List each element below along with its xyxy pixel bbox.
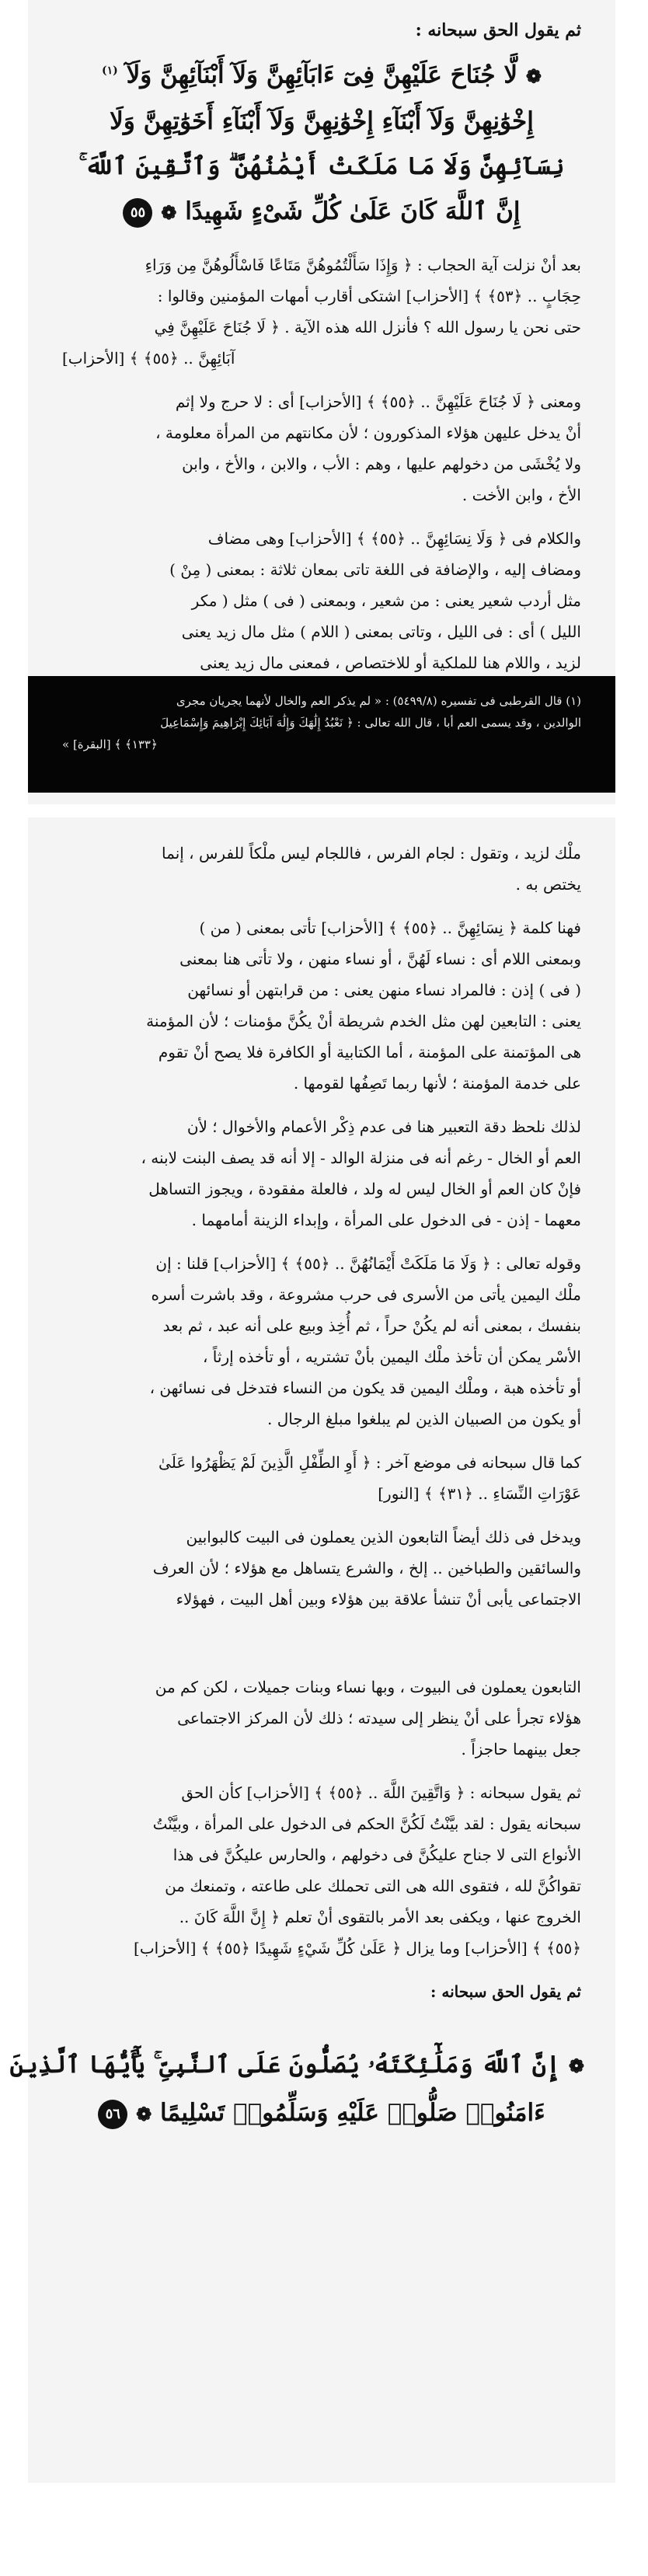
verse-ornament-icon: ❁	[525, 64, 542, 88]
text-line: التابعون يعملون فى البيوت ، وبها نساء وبنات جميلات ، لكن كم من	[155, 1678, 581, 1696]
text-line: ويدخل فى ذلك أيضاً التابعون الذين يعملون فى البيت كالبوابين	[186, 1528, 581, 1546]
text-line: حِجَابٍ .. ﴿٥٣﴾ ﴾ [الأحزاب] اشتكى أقارب أمهات المؤمنين وقالوا :	[157, 287, 581, 306]
verse-line: إِنَّ ٱللَّهَ وَمَلَٰٓئِكَتَهُۥ يُصَلُّونَ عَلَى ٱلنَّبِىِّ ۚ يَٰٓأَيُّهَا ٱلَّذِينَ	[9, 2051, 561, 2079]
text-line: ملْك لزيد ، وتقول : لجام الفرس ، فاللجام ليس ملْكاً للفرس ، إنما	[162, 844, 581, 863]
text-line: لزيد ، واللام هنا للملكية أو للاختصاص ، فمعنى مال زيد يعنى	[200, 654, 581, 673]
text-line: الأسْر يمكن أن تأخذ ملْك اليمين بأنْ تشتريه ، أو تأخذه إرثاً ،	[202, 1347, 581, 1366]
text-line: سبحانه يقول : لقد بيَّنْتُ لَكُنَّ الحكم فى الدخول على المرأة ، وبيَّنْتُ	[152, 1814, 581, 1833]
paragraph	[62, 1671, 581, 1765]
text-line: ملْك اليمين يأتى من الأسرى فى حرب مشروعة ، وقد باشرت أسره	[151, 1285, 581, 1304]
text-line: وبمعنى اللام أى : نساء لَهُنَّ ، أو نساء منهن ، ولا تأتى هنا بمعنى	[179, 950, 581, 968]
text-line: بنفسك ، بمعنى أنه لم يكُنْ حراً ، ثم أُخِذ وبيع على أنه عبد ، ثم بعد	[162, 1316, 581, 1335]
paragraph	[62, 1777, 581, 1964]
text-line: بعد أنْ نزلت آية الحجاب : ﴿ وَإِذَا سَأَلْتُمُوهُنَّ مَتَاعًا فَاسْأَلُوهُنَّ مِن وَرَاءِ	[145, 256, 581, 275]
ayah-number-badge: ٥٥	[123, 198, 152, 228]
text-line: ثم يقول سبحانه : ﴿ وَاتَّقِينَ اللَّهَ .. ﴿٥٥﴾ ﴾ [الأحزاب] كأن الحق	[181, 1783, 581, 1802]
text-line: حتى نحن يا رسول الله ؟ فأنزل الله هذه الآية . ﴿ لَا جُنَاحَ عَلَيْهِنَّ فِي	[154, 318, 581, 337]
paragraph	[62, 1447, 581, 1509]
text-line: فإنْ كان العم أو الخال ليس له ولد ، فالعلة مفقودة ، ويجوز التساهل	[148, 1180, 581, 1198]
paragraph	[62, 249, 581, 374]
text-line: على خدمة المؤمنة ؛ لأنها ربما تَصِفُها لقومها .	[293, 1074, 581, 1093]
text-line: أو تأخذه هبة ، وملْك اليمين قد يكون من النساء فتدخل فى نسائهن ،	[149, 1379, 581, 1397]
text-line: لذلك نلحظ دقة التعبير هنا فى عدم ذِكْر الأعمام والأخوال ؛ لأن	[186, 1117, 581, 1136]
text-line: والكلام فى ﴿ وَلَا نِسَائِهِنَّ .. ﴿٥٥﴾ ﴾ [الأحزاب] وهى مضاف	[207, 529, 581, 549]
text-line: ( فى ) إذن : فالمراد نساء منهن يعنى : من قرابتهن أو نسائهن	[187, 981, 581, 999]
text-line: هى المؤتمنة على المؤمنة ، أما الكتابية أو الكافرة فلا يصح أنْ تقوم	[158, 1043, 581, 1061]
intro-line: ثم يقول الحق سبحانه :	[415, 20, 581, 40]
text-line: تقواكُنَّ لله ، فتقوى الله هى التى تحملك على طاعته ، وتمنعك من	[165, 1877, 581, 1895]
paragraph	[62, 912, 581, 1099]
verse-ornament-icon: ❁	[568, 2055, 584, 2077]
footnote-line: الوالدين ، وقد يسمى العم أبا ، قال الله تعالى : ﴿ نَعْبُدُ إِلَٰهَكَ وَإِلَٰهَ آبَائِكَ إِبْرَاهِيمَ وَإِسْمَاعِيلَ	[160, 716, 581, 730]
text-line: يعنى : التابعين لهن مثل الخدم شريطة أنْ يكُنَّ مؤمنات ؛ لأن المؤمنة	[146, 1012, 581, 1030]
outro-line: ثم يقول الحق سبحانه :	[430, 1982, 581, 2001]
text-line: الأنواع التى لا جناح عليكُنَّ فى دخولهم ، والحارس عليكُنَّ فى هذا	[172, 1846, 581, 1864]
text-line: فهنا كلمة ﴿ نِسَائِهِنَّ .. ﴿٥٥﴾ ﴾ [الأحزاب] تأتى بمعنى ( من )	[199, 919, 581, 937]
text-line: هؤلاء تجرأ على أنْ ينظر إلى سيدته ؛ ذلك لأن المركز الاجتماعى	[177, 1709, 581, 1727]
verse-line: إِنَّ ٱللَّهَ كَانَ عَلَىٰ كُلِّ شَىْءٍ شَهِيدًا	[185, 197, 521, 226]
text-line: والسائقين والطباخين .. إلخ ، والشرع يتساهل مع هؤلاء ؛ لأن العرف	[152, 1559, 581, 1577]
verse-ornament-icon: ❁	[161, 201, 177, 225]
text-line: الخروج عنها ، ويكفى بعد الأمر بالتقوى أنْ تعلم ﴿ إِنَّ اللَّهَ كَانَ ..	[179, 1908, 581, 1926]
text-line: مثل أردب شعير يعنى : من شعير ، وبمعنى ( فى ) مثل ( مكر	[191, 591, 581, 611]
paragraph	[62, 523, 581, 678]
footnote-line: (١) قال القرطبى فى تفسيره (٥٤٩٩/٨) : « لم يذكر العم والخال لأنهما يجريان مجرى	[176, 694, 581, 708]
text-line: العم أو الخال - رغم أنه فى منزلة الوالد - إلا أنه قد يصف البنت لابنه ،	[141, 1149, 581, 1167]
verse-line: إِخْوَٰنِهِنَّ وَلَآ أَبْنَآءِ إِخْوَٰنِهِنَّ وَلَآ أَبْنَآءِ أَخَوَٰتِهِنَّ وَلَا	[110, 107, 534, 136]
paragraph	[62, 1111, 581, 1236]
text-line: ولا يُخْشَى من دخولهم عليها ، وهم : الأب ، والابن ، والأخ ، وابن	[182, 455, 581, 474]
quran-verse-block	[59, 48, 584, 235]
text-line: أنْ يدخل عليهن هؤلاء المذكورون ؛ لأن مكانتهم من المرأة معلومة ،	[155, 424, 581, 443]
text-line: جعل بينهما حاجزاً .	[461, 1740, 581, 1759]
verse-ornament-icon: ❁	[136, 2103, 152, 2125]
text-line: أو يكون من الصبيان الذين لم يبلغوا مبلغ الرجال .	[267, 1410, 581, 1428]
page-3	[9, 1651, 615, 2483]
text-line: ومضاف إليه ، والإضافة فى اللغة تاتى بمعان ثلاثة : بمعنى ( مِنْ )	[169, 560, 581, 580]
quran-verse-block	[9, 2041, 584, 2138]
text-line: وقوله تعالى : ﴿ وَلَا مَا مَلَكَتْ أَيْمَانُهُنَّ .. ﴿٥٥﴾ ﴾ [الأحزاب] قلنا : إن	[155, 1254, 581, 1273]
text-line: ومعنى ﴿ لَا جُنَاحَ عَلَيْهِنَّ .. ﴿٥٥﴾ ﴾ [الأحزاب] أى : لا حرج ولا إثم	[175, 392, 581, 412]
verse-line: لَّا جُنَاحَ عَلَيْهِنَّ فِىٓ ءَابَآئِهِنَّ وَلَآ أَبْنَآئِهِنَّ وَلَآ	[126, 61, 518, 89]
paragraph	[62, 386, 581, 511]
paragraph	[62, 1248, 581, 1434]
footnote-box	[28, 676, 615, 793]
text-line: كما قال سبحانه فى موضع آخر : ﴿ أَوِ الطِّفْلِ الَّذِينَ لَمْ يَظْهَرُوا عَلَىٰ	[159, 1453, 581, 1472]
text-line: آبَائِهِنَّ .. ﴿٥٥﴾ ﴾ [الأحزاب]	[62, 349, 235, 368]
verse-line: ءَامَنُوا۟ صَلُّوا۟ عَلَيْهِ وَسَلِّمُوا۟ تَسْلِيمًا	[160, 2099, 545, 2127]
footnote-marker: (١)	[102, 64, 118, 77]
verse-line: نِسَآئِهِنَّ وَلَا مَا مَلَكَتْ أَيْمَٰنُهُنَّ ۗ وَٱتَّقِينَ ٱللَّهَ ۚ	[78, 152, 565, 181]
footnote-line: ﴿١٣٣﴾ ﴾ [البقرة] »	[62, 737, 158, 751]
ayah-number-badge: ٥٦	[98, 2100, 127, 2129]
text-line: معهما - إذن - فى الدخول على المرأة ، وإبداء الزينة أمامهما .	[191, 1211, 581, 1229]
paragraph	[62, 1522, 581, 1615]
text-line: عَوْرَاتِ النِّسَاءِ .. ﴿٣١﴾ ﴾ [النور]	[378, 1484, 581, 1503]
text-line: ﴿٥٥﴾ ﴾ [الأحزاب] وما يزال ﴿ عَلَىٰ كُلِّ شَيْءٍ شَهِيدًا ﴿٥٥﴾ ﴾ [الأحزاب]	[134, 1939, 581, 1957]
page-2	[28, 817, 615, 1678]
text-line: الليل ) أى : فى الليل ، وتاتى بمعنى ( اللام ) مثل مال زيد يعنى	[181, 622, 581, 642]
text-line: الاجتماعى يأبى أنْ تنشأ علاقة بين هؤلاء وبين أهل البيت ، فهؤلاء	[176, 1590, 581, 1609]
text-line: الأخ ، وابن الأخت .	[462, 486, 581, 505]
paragraph	[62, 838, 581, 900]
text-line: يختص به .	[515, 875, 581, 894]
page-1	[28, 0, 615, 804]
